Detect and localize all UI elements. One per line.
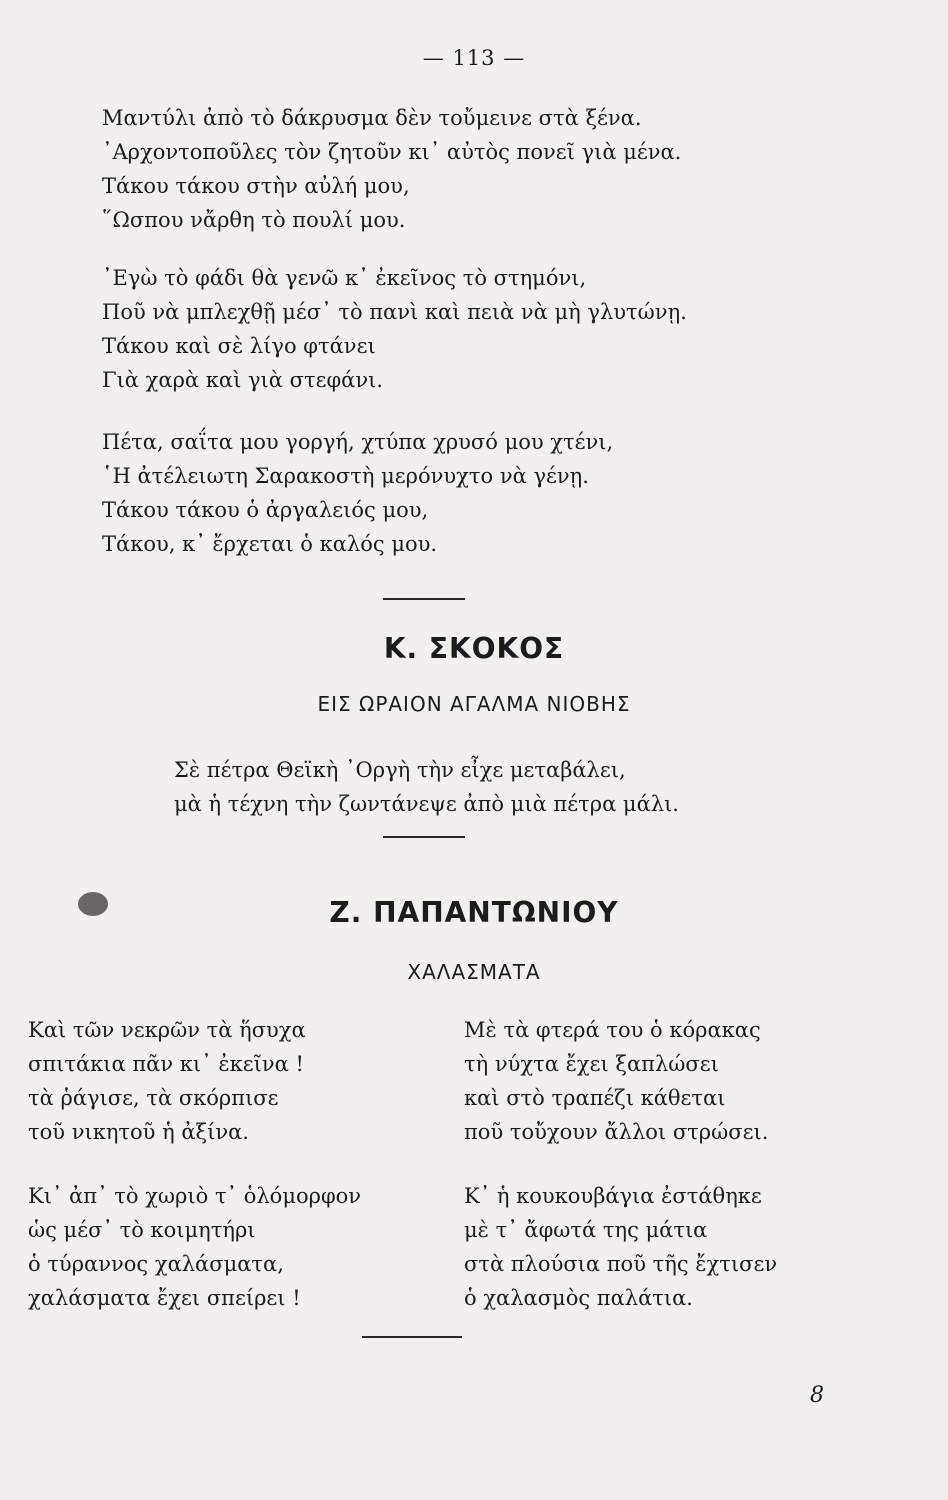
poem1-line: Τάκου τάκου ὁ ἀργαλειός μου, bbox=[102, 498, 429, 522]
poem3-line: μὲ τ᾿ ἄφωτά της μάτια bbox=[464, 1218, 708, 1242]
poem1-line: ῾Η ἀτέλειωτη Σαρακοστὴ μερόνυχτο νὰ γένῃ. bbox=[102, 464, 589, 488]
poem-title: ΧΑΛΑΣΜΑΤΑ bbox=[407, 960, 541, 984]
poem3-line: τὰ ῥάγισε, τὰ σκόρπισε bbox=[28, 1086, 279, 1110]
poem1-line: Τάκου, κ᾿ ἔρχεται ὁ καλός μου. bbox=[102, 532, 438, 556]
author-heading: Κ. ΣΚΟΚΟΣ bbox=[383, 632, 565, 665]
poem3-line: Καὶ τῶν νεκρῶν τὰ ἥσυχα bbox=[28, 1018, 306, 1042]
poem1-line: Μαντύλι ἀπὸ τὸ δάκρυσμα δὲν τοὔμεινε στὰ ξένα. bbox=[102, 106, 642, 130]
poem3-line: ὡς μέσ᾿ τὸ κοιμητήρι bbox=[28, 1218, 256, 1242]
poem1-line: ῞Ωσπου νἄρθη τὸ πουλί μου. bbox=[102, 208, 406, 232]
poem3-line: ὁ χαλασμὸς παλάτια. bbox=[464, 1286, 693, 1310]
poem2-line: μὰ ἡ τέχνη τὴν ζωντάνεψε ἀπὸ μιὰ πέτρα μάλι. bbox=[174, 792, 679, 816]
page-number: — 113 — bbox=[422, 46, 526, 70]
poem1-line: Γιὰ χαρὰ καὶ γιὰ στεφάνι. bbox=[102, 368, 384, 392]
poem3-right-stanza bbox=[464, 1016, 768, 1152]
section-divider bbox=[362, 1336, 462, 1338]
section-divider bbox=[383, 598, 465, 600]
poem3-line: στὰ πλούσια ποῦ τῆς ἔχτισεν bbox=[464, 1252, 778, 1276]
poem3-left-stanza bbox=[28, 1016, 306, 1152]
poem3-line: τὴ νύχτα ἔχει ξαπλώσει bbox=[464, 1052, 719, 1076]
poem1-line: Πέτα, σαΐτα μου γοργή, χτύπα χρυσό μου χτένι, bbox=[102, 430, 614, 454]
poem1-line: ᾿Εγὼ τὸ φάδι θὰ γενῶ κ᾿ ἐκεῖνος τὸ στημόνι, bbox=[102, 266, 587, 290]
poem3-line: χαλάσματα ἔχει σπείρει ! bbox=[28, 1286, 301, 1310]
section-divider bbox=[383, 836, 465, 838]
poem3-right-stanza bbox=[464, 1182, 777, 1318]
poem3-line: Κ᾿ ἡ κουκουβάγια ἐστάθηκε bbox=[464, 1184, 762, 1208]
poem3-left-stanza bbox=[28, 1182, 361, 1318]
poem1-line: Τάκου τάκου στὴν αὐλή μου, bbox=[102, 174, 410, 198]
poem3-line: καὶ στὸ τραπέζι κάθεται bbox=[464, 1086, 726, 1110]
signature-mark: 8 bbox=[810, 1383, 824, 1408]
poem2-line: Σὲ πέτρα Θεϊκὴ ᾿Οργὴ τὴν εἶχε μεταβάλει, bbox=[174, 758, 626, 782]
poem1-line: Ποῦ νὰ μπλεχθῇ μέσ᾿ τὸ πανὶ καὶ πειὰ νὰ μὴ γλυτώνῃ. bbox=[102, 300, 687, 324]
author-heading: Ζ. ΠΑΠΑΝΤΩΝΙΟΥ bbox=[329, 896, 619, 929]
poem3-line: ὁ τύραννος χαλάσματα, bbox=[28, 1252, 284, 1276]
poem3-line: Μὲ τὰ φτερά του ὁ κόρακας bbox=[464, 1018, 761, 1042]
poem-title: ΕΙΣ ΩΡΑΙΟΝ ΑΓΑΛΜΑ ΝΙΟΒΗΣ bbox=[317, 692, 631, 716]
poem1-line: Τάκου καὶ σὲ λίγο φτάνει bbox=[102, 334, 376, 358]
poem3-line: σπιτάκια πᾶν κι᾿ ἐκεῖνα ! bbox=[28, 1052, 304, 1076]
poem1-line: ᾿Αρχοντοποῦλες τὸν ζητοῦν κι᾿ αὐτὸς πονεῖ γιὰ μένα. bbox=[102, 140, 682, 164]
poem3-line: τοῦ νικητοῦ ἡ ἀξίνα. bbox=[28, 1120, 249, 1144]
poem3-line: Κι᾿ ἀπ᾿ τὸ χωριὸ τ᾿ ὁλόμορφον bbox=[28, 1184, 362, 1208]
poem3-line: ποῦ τοὔχουν ἄλλοι στρώσει. bbox=[464, 1120, 769, 1144]
